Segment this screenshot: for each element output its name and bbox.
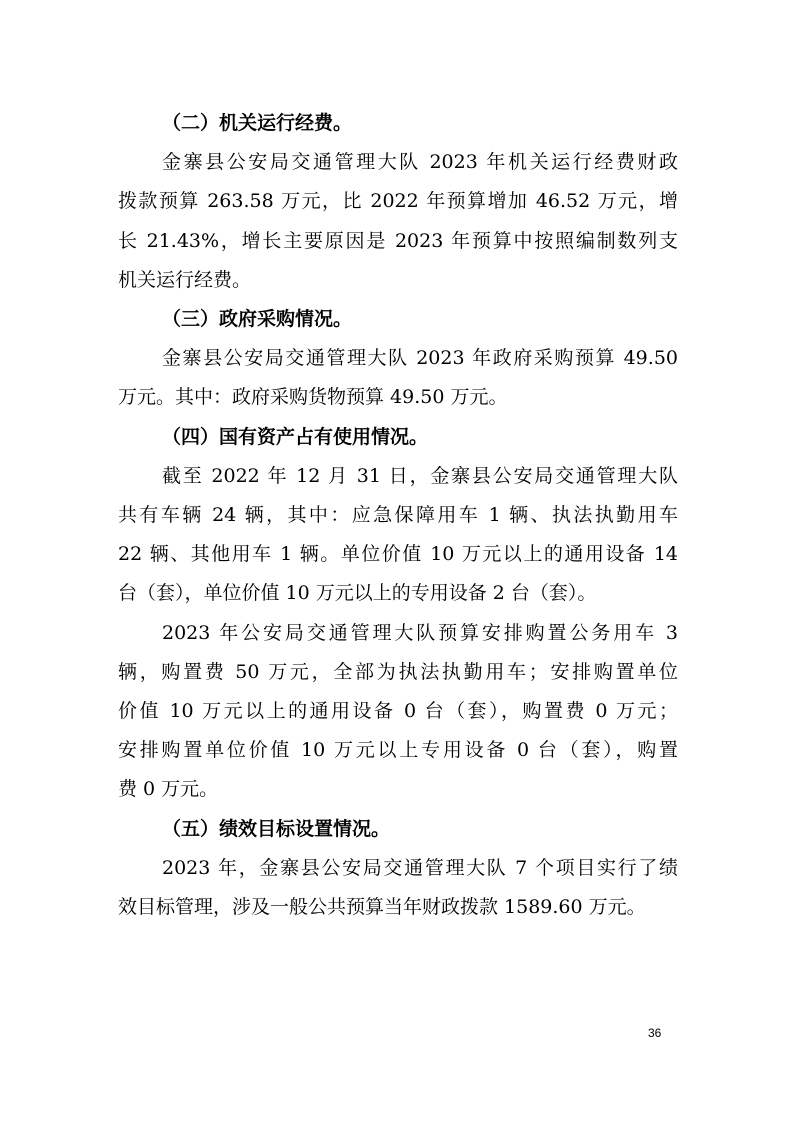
paragraph-line: 费 0 万元。 — [118, 778, 219, 801]
paragraph-line: 万元。其中：政府采购货物预算 49.50 万元。 — [118, 386, 508, 409]
paragraph-line: 效目标管理，涉及一般公共预算当年财政拨款 1589.60 万元。 — [118, 896, 646, 918]
paragraph-line: 辆，购置费 50 万元，全部为执法执勤用车；安排购置单位 — [118, 660, 678, 683]
paragraph-line: 金寨县公安局交通管理大队 2023 年机关运行经费财政 — [162, 151, 678, 174]
section-heading-4: （四）国有资产占有使用情况。 — [162, 425, 429, 448]
section-heading-3: （三）政府采购情况。 — [162, 308, 353, 330]
paragraph-line: 安排购置单位价值 10 万元以上专用设备 0 台（套），购置 — [118, 739, 678, 762]
paragraph-line: 截至 2022 年 12 月 31 日，金寨县公安局交通管理大队 — [162, 464, 678, 487]
paragraph-line: 台（套），单位价值 10 万元以上的专用设备 2 台（套）。 — [118, 582, 597, 605]
section-heading-2: （二）机关运行经费。 — [162, 112, 353, 134]
paragraph-line: 价值 10 万元以上的通用设备 0 台（套），购置费 0 万元； — [118, 700, 678, 722]
section-heading-5: （五）绩效目标设置情况。 — [162, 817, 391, 840]
paragraph-line: 共有车辆 24 辆，其中：应急保障用车 1 辆、执法执勤用车 — [118, 504, 678, 526]
paragraph-line: 机关运行经费。 — [118, 268, 252, 291]
paragraph-line: 22 辆、其他用车 1 辆。单位价值 10 万元以上的通用设备 14 — [118, 543, 678, 566]
page-number: 36 — [648, 1026, 662, 1040]
paragraph-line: 拨款预算 263.58 万元，比 2022 年预算增加 46.52 万元，增 — [118, 190, 678, 213]
paragraph-line: 2023 年公安局交通管理大队预算安排购置公务用车 3 — [162, 621, 678, 644]
paragraph-line: 2023 年，金寨县公安局交通管理大队 7 个项目实行了绩 — [162, 856, 678, 879]
paragraph-line: 金寨县公安局交通管理大队 2023 年政府采购预算 49.50 — [162, 347, 678, 370]
paragraph-line: 长 21.43%，增长主要原因是 2023 年预算中按照编制数列支 — [118, 229, 678, 252]
